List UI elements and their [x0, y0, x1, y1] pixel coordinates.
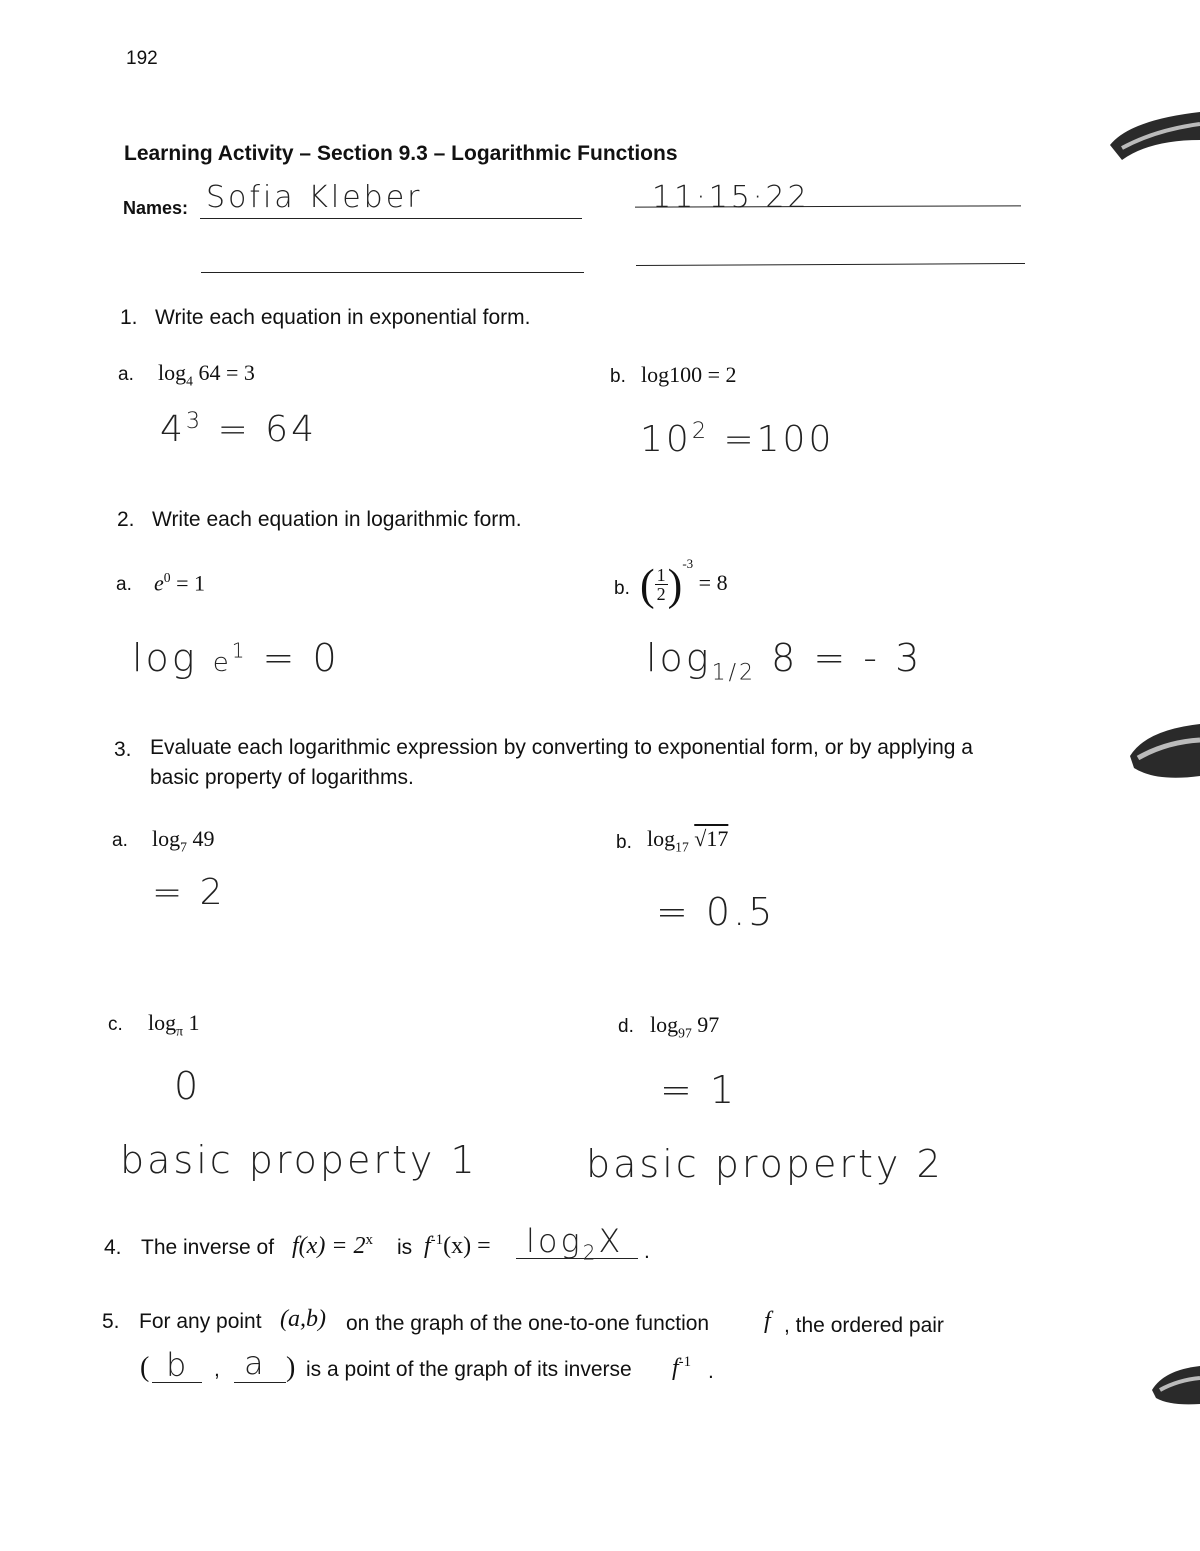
q3a-label: a. [112, 830, 128, 851]
q5-text1: For any point [139, 1310, 262, 1333]
binder-ring-3 [1150, 1360, 1200, 1430]
q5-end: . [708, 1360, 714, 1383]
q3b-answer[interactable]: = 0.5 [656, 890, 776, 934]
q5-open-paren: ( [140, 1352, 150, 1383]
page-number: 192 [126, 48, 158, 69]
q1b-expression: log100 = 2 [641, 362, 737, 387]
q2a-label: a. [116, 574, 132, 595]
q2-number: 2. [117, 508, 135, 531]
q3d-note[interactable]: basic property 2 [586, 1142, 944, 1186]
q2a-answer[interactable]: $\log e^1 = 0$ [132, 636, 340, 680]
q3c-note[interactable]: basic property 1 [120, 1138, 478, 1182]
q4-text2: is [397, 1236, 413, 1259]
q1-prompt: Write each equation in exponential form. [155, 306, 531, 329]
q1-number: 1. [120, 306, 138, 329]
q3a-answer[interactable]: = 2 [152, 872, 226, 913]
q2b-expression: ( $\frac{1}{2})^{-3} = 8$ [640, 556, 728, 610]
q4-answer-line [516, 1258, 638, 1259]
q3c-answer[interactable]: 0 [174, 1064, 202, 1108]
q5-answer-1[interactable]: b [166, 1346, 190, 1384]
q4-answer[interactable]: $\log_2X$ [526, 1222, 624, 1265]
q2a-expression: $e^0 = 1$ [154, 570, 205, 596]
name-line-4 [636, 263, 1025, 266]
q5-text4: is a point of the graph of its inverse [306, 1358, 632, 1381]
q5-answer-line-1 [152, 1382, 202, 1383]
q2-prompt: Write each equation in logarithmic form. [152, 508, 522, 531]
name-line-1 [200, 218, 582, 219]
q3a-expression: $\log_7 49$ [152, 826, 215, 855]
q5-close-paren: ) [286, 1352, 296, 1383]
q5-text3: , the ordered pair [784, 1314, 944, 1337]
q5-number: 5. [102, 1310, 120, 1333]
names-label: Names: [123, 198, 189, 218]
q1a-answer[interactable]: $4^3 = 64$ [160, 408, 317, 450]
q4-function: $f(x) = 2^x$ [292, 1232, 373, 1259]
q5-comma: , [214, 1358, 220, 1381]
q3d-label: d. [618, 1016, 634, 1037]
q5-answer-line-2 [234, 1382, 286, 1383]
q3c-expression: $\log_\pi 1$ [148, 1010, 200, 1039]
page-title: Learning Activity – Section 9.3 – Logarithmic Functions [124, 142, 678, 165]
q3-number: 3. [114, 738, 132, 761]
q4-inverse: $f^{-1}(x)$ = [424, 1232, 491, 1259]
q3d-answer[interactable]: = 1 [660, 1068, 738, 1112]
handwritten-name[interactable]: Sofia Kleber [206, 180, 423, 215]
q4-end: . [644, 1240, 650, 1263]
q3b-expression: $\log_{17} √17$ [647, 826, 729, 855]
binder-ring-1 [1100, 100, 1200, 180]
q5-function: f [764, 1308, 771, 1334]
name-line-3 [201, 272, 584, 273]
q3-prompt-line2: basic property of logarithms. [150, 766, 414, 789]
q1a-expression: $\log_4 64 = 3$ [158, 360, 255, 389]
name-line-2 [635, 205, 1021, 207]
handwritten-date[interactable]: 11·15·22 [652, 180, 810, 215]
q5-point: (a,b) [280, 1306, 326, 1332]
q3b-label: b. [616, 832, 632, 853]
q2b-label: b. [614, 578, 630, 599]
q4-text1: The inverse of [141, 1236, 275, 1259]
q2b-answer[interactable]: $\log_{1/2} 8$ = - 3 [646, 636, 923, 686]
q5-text2: on the graph of the one-to-one function [346, 1312, 710, 1335]
q1a-label: a. [118, 364, 134, 385]
q3d-expression: $\log_{97} 97$ [650, 1012, 720, 1041]
q4-number: 4. [104, 1236, 122, 1259]
q1b-answer[interactable]: $10^2 =100$ [640, 418, 835, 460]
q5-answer-2[interactable]: a [244, 1344, 267, 1382]
q3c-label: c. [108, 1014, 123, 1035]
binder-ring-2 [1126, 716, 1200, 796]
q3-prompt-line1: Evaluate each logarithmic expression by converting to exponential form, or by applying a [150, 736, 973, 759]
q5-inverse: $f^{-1}$ [672, 1354, 692, 1381]
q1b-label: b. [610, 366, 626, 387]
